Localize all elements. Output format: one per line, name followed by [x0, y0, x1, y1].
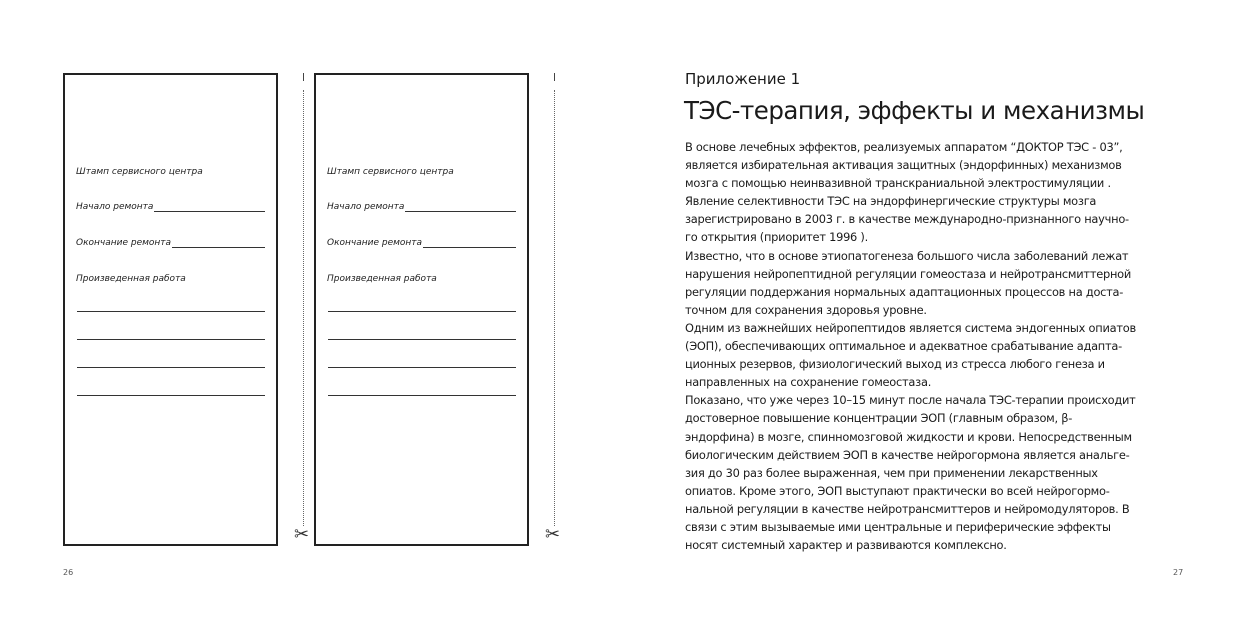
scissors-icon: ✂ [294, 524, 310, 545]
text-line: нальной регуляции в качестве нейротрансмиттеров и нейромодуляторов. В [685, 501, 1130, 516]
cut-tick [303, 73, 304, 81]
work-line [328, 311, 516, 312]
text-line: ционных резервов, физиологический выход из стресса любого генеза и [685, 357, 1105, 372]
text-line: эндорфина) в мозге, спинномозговой жидкости и крови. Непосредственным [685, 429, 1132, 444]
body-text [685, 138, 1185, 554]
text-line: (ЭОП), обеспечивающих оптимальное и адекватное срабатывание адапта- [685, 339, 1122, 354]
work-done-label: Произведенная работа [327, 274, 437, 284]
text-line: является избирательная активация защитных (эндорфинных) механизмов [685, 158, 1122, 173]
work-line [77, 311, 265, 312]
text-line: го открытия (приоритет 1996 ). [685, 230, 868, 245]
stamp-label: Штамп сервисного центра [327, 167, 454, 177]
text-line: нарушения нейропептидной регуляции гомеостаза и нейротрансмиттерной [685, 266, 1132, 281]
text-line: регуляции поддержания нормальных адаптационных процессов на доста- [685, 284, 1124, 299]
page-title: ТЭС-терапия, эффекты и механизмы [684, 96, 1145, 125]
text-line: В основе лечебных эффектов, реализуемых аппаратом “ДОКТОР ТЭС - 03”, [685, 140, 1123, 154]
text-line: Явление селективности ТЭС на эндорфинергические структуры мозга [685, 194, 1097, 209]
repair-start-field: Начало ремонта [327, 202, 516, 212]
work-line [328, 339, 516, 340]
repair-end-field: Окончание ремонта [76, 238, 265, 248]
text-line: точном для сохранения здоровья уровне. [685, 302, 927, 317]
stamp-label: Штамп сервисного центра [76, 167, 203, 177]
repair-end-field: Окончание ремонта [327, 238, 516, 248]
cut-line [303, 90, 304, 526]
work-done-label: Произведенная работа [76, 274, 186, 284]
text-line: носят системный характер и развиваются комплексно. [685, 538, 1007, 553]
text-line: биологическим действием ЭОП в качестве нейрогормона является анальге- [685, 447, 1130, 462]
repair-card-2 [314, 73, 529, 546]
work-line [77, 339, 265, 340]
text-line: опиатов. Кроме этого, ЭОП выступают практически во всей нейрогормо- [685, 483, 1110, 498]
work-line [77, 395, 265, 396]
cut-tick [554, 73, 555, 81]
text-line: направленных на сохранение гомеостаза. [685, 375, 932, 390]
text-line: мозга с помощью неинвазивной транскраниальной электростимуляции . [685, 176, 1111, 191]
repair-start-field: Начало ремонта [76, 202, 265, 212]
work-line [328, 395, 516, 396]
text-line: связи с этим вызываемые ими центральные и периферические эффекты [685, 519, 1111, 534]
appendix-label: Приложение 1 [685, 70, 801, 88]
text-line: Показано, что уже через 10–15 минут после начала ТЭС-терапии происходит [685, 393, 1136, 408]
text-line: Известно, что в основе этиопатогенеза большого числа заболеваний лежат [685, 248, 1129, 263]
text-line: достоверное повышение концентрации ЭОП (главным образом, β- [685, 411, 1073, 426]
text-line: Одним из важнейших нейропептидов является система эндогенных опиатов [685, 320, 1136, 335]
page-number-right: 27 [1173, 568, 1184, 577]
work-line [77, 367, 265, 368]
scissors-icon: ✂ [545, 524, 561, 545]
work-line [328, 367, 516, 368]
repair-card-1 [63, 73, 278, 546]
text-line: зарегистрировано в 2003 г. в качестве международно-признанного научно- [685, 212, 1129, 227]
text-line: зия до 30 раз более выраженная, чем при применении лекарственных [685, 465, 1098, 480]
cut-line [554, 90, 555, 526]
page-number-left: 26 [63, 568, 74, 577]
